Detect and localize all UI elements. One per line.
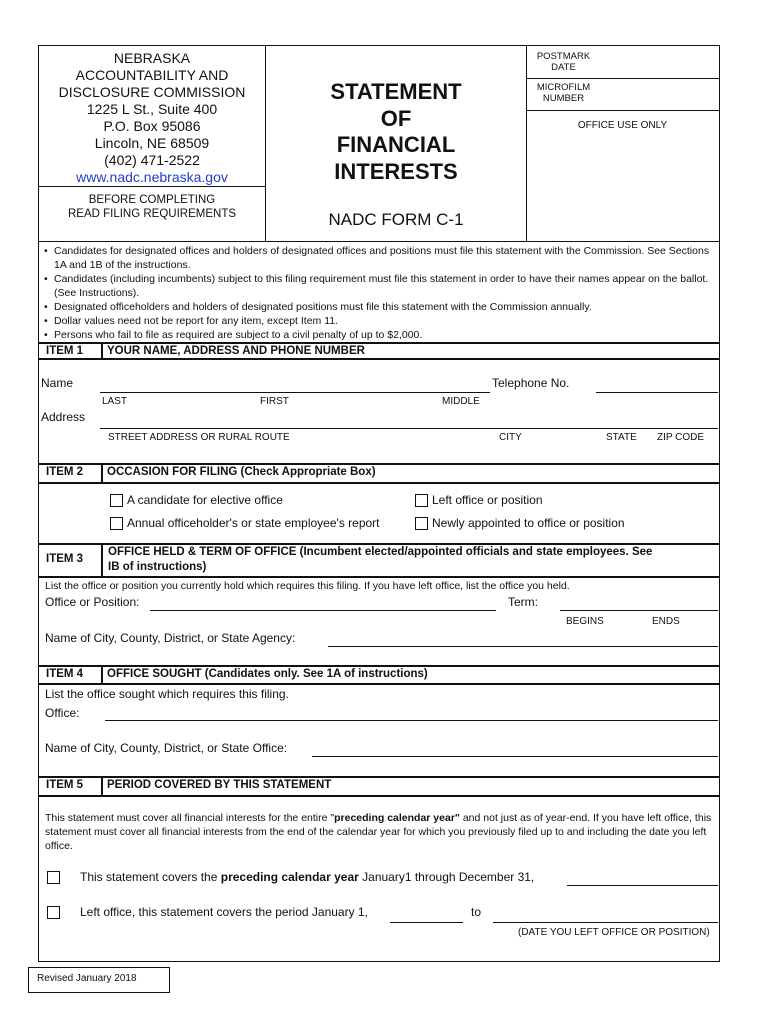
- state-caption: STATE: [606, 432, 637, 443]
- left-office-option-label: Left office or position: [432, 493, 543, 507]
- agency-address-line: P.O. Box 95086: [103, 118, 201, 134]
- office-sought-label: Office:: [45, 706, 80, 720]
- to-label: to: [471, 905, 482, 919]
- item1-heading: YOUR NAME, ADDRESS AND PHONE NUMBER: [107, 345, 365, 357]
- name-label: Name: [41, 376, 74, 390]
- candidate-checkbox[interactable]: [110, 494, 123, 507]
- instruction-item: • Persons who fail to file as required are subject to a civil penalty of up to $2,000.: [42, 328, 716, 342]
- agency-name-line: NEBRASKA: [113, 50, 191, 66]
- date-left-office-field[interactable]: [493, 922, 718, 923]
- item4-divider: [101, 666, 103, 684]
- left-office-period-label: Left office, this statement covers the period January 1,: [80, 905, 368, 919]
- header-bottom-rule: [38, 241, 719, 242]
- office-position-label: Office or Position:: [45, 595, 140, 609]
- city-caption: CITY: [499, 432, 522, 443]
- item5-rule-bottom: [38, 795, 719, 797]
- agency-block: [38, 50, 266, 186]
- paragraph-text: This statement must cover all financial interests for the entire ": [45, 812, 335, 824]
- agency-website-link[interactable]: www.nadc.nebraska.gov: [76, 169, 228, 185]
- telephone-label: Telephone No.: [492, 376, 570, 390]
- option-text: This statement covers the: [80, 870, 221, 884]
- telephone-field[interactable]: [596, 392, 718, 393]
- notice-line: READ FILING REQUIREMENTS: [67, 208, 237, 220]
- period-start-year-field[interactable]: [390, 922, 463, 923]
- paragraph-text: and not just as of year-end. If you have left office, this statement must cover all financial interests from the end of the calendar year for which you previously filed up to and including the date you left office.: [45, 812, 712, 852]
- first-name-caption: FIRST: [260, 396, 289, 407]
- notice-line: BEFORE COMPLETING: [88, 194, 216, 206]
- agency-address-line: Lincoln, NE 68509: [94, 135, 210, 151]
- agency-name-line: ACCOUNTABILITY AND: [75, 67, 229, 83]
- form-title: [266, 79, 526, 185]
- option-text: January1 through December 31,: [358, 870, 535, 884]
- item3-agency-label: Name of City, County, District, or State Agency:: [45, 631, 296, 645]
- item1-number: ITEM 1: [46, 345, 84, 357]
- agency-address-line: 1225 L St., Suite 400: [86, 101, 218, 117]
- annual-report-option-label: Annual officeholder's or state employee's report: [127, 516, 380, 530]
- microfilm-number-label: [526, 82, 601, 104]
- item4-rule-bottom: [38, 683, 719, 685]
- candidate-option-label: A candidate for elective office: [127, 493, 283, 507]
- street-caption: STREET ADDRESS OR RURAL ROUTE: [108, 432, 290, 443]
- microfilm-line: NUMBER: [542, 93, 585, 104]
- left-office-period-checkbox[interactable]: [47, 906, 60, 919]
- postmark-line: DATE: [551, 62, 576, 73]
- left-office-checkbox[interactable]: [415, 494, 428, 507]
- item4-rule-top: [38, 665, 719, 667]
- item3-instruction: List the office or position you currently hold which requires this filing. If you have left office, list the office you held.: [45, 580, 570, 592]
- annual-report-checkbox[interactable]: [110, 517, 123, 530]
- instruction-item: • Candidates (including incumbents) subject to this filing requirement must file this statement in order to have their names appear on the ballot. (See Instructions).: [42, 272, 716, 300]
- term-ends-caption: ENDS: [652, 616, 680, 627]
- item1-rule-bottom: [38, 358, 719, 360]
- form-number: NADC FORM C-1: [328, 210, 464, 229]
- postmark-date-label: [526, 51, 601, 73]
- item1-rule-top: [38, 342, 719, 344]
- item2-number: ITEM 2: [46, 466, 84, 478]
- title-line: INTERESTS: [334, 158, 458, 184]
- last-name-caption: LAST: [102, 396, 128, 407]
- item5-heading: PERIOD COVERED BY THIS STATEMENT: [107, 779, 332, 791]
- year-field[interactable]: [567, 885, 718, 886]
- filing-notice: [38, 193, 266, 221]
- agency-phone: (402) 471-2522: [104, 152, 200, 168]
- microfilm-divider: [526, 110, 719, 111]
- item5-paragraph: [45, 811, 715, 853]
- date-left-office-caption: (DATE YOU LEFT OFFICE OR POSITION): [518, 927, 710, 938]
- item3-heading-line2: IB of instructions): [108, 561, 207, 573]
- zip-caption: ZIP CODE: [657, 432, 705, 443]
- item2-rule-top: [38, 463, 719, 465]
- postmark-line: POSTMARK: [536, 51, 591, 62]
- newly-appointed-option-label: Newly appointed to office or position: [432, 516, 625, 530]
- item3-agency-field[interactable]: [328, 646, 718, 647]
- agency-name-line: DISCLOSURE COMMISSION: [58, 84, 246, 100]
- item3-divider: [101, 544, 103, 577]
- agency-divider: [38, 186, 266, 187]
- microfilm-line: MICROFILM: [536, 82, 591, 93]
- revision-date: Revised January 2018: [37, 973, 137, 984]
- instruction-item: • Designated officeholders and holders of designated positions must file this statement with the Commission annually.: [42, 300, 716, 314]
- item1-divider: [101, 343, 103, 359]
- item5-divider: [101, 777, 103, 796]
- item4-heading: OFFICE SOUGHT (Candidates only. See 1A of instructions): [107, 668, 428, 680]
- office-position-field[interactable]: [150, 610, 496, 611]
- address-label: Address: [41, 410, 86, 424]
- item4-agency-field[interactable]: [312, 756, 718, 757]
- title-line: OF: [380, 105, 412, 131]
- item4-agency-label: Name of City, County, District, or State Office:: [45, 741, 288, 755]
- item3-heading-line1: OFFICE HELD & TERM OF OFFICE (Incumbent elected/appointed officials and state employees. See: [108, 546, 653, 558]
- item3-rule-bottom: [38, 576, 719, 578]
- preceding-year-option-label: [80, 871, 534, 885]
- postmark-divider: [526, 78, 719, 79]
- office-use-only-label: OFFICE USE ONLY: [577, 120, 668, 131]
- instruction-item: • Dollar values need not be report for any item, except Item 11.: [42, 314, 716, 328]
- item2-divider: [101, 464, 103, 483]
- term-begins-caption: BEGINS: [566, 616, 604, 627]
- item5-number: ITEM 5: [46, 779, 84, 791]
- item5-rule-top: [38, 776, 719, 778]
- instruction-list: [42, 244, 716, 342]
- term-label: Term:: [508, 595, 538, 609]
- item4-number: ITEM 4: [46, 668, 84, 680]
- item3-rule-top: [38, 543, 719, 545]
- title-line: STATEMENT: [330, 79, 462, 104]
- instruction-item: • Candidates for designated offices and holders of designated offices and positions must file this statement with the Commission. See Sections 1A and 1B of the instructions.: [42, 244, 716, 272]
- newly-appointed-checkbox[interactable]: [415, 517, 428, 530]
- title-line: FINANCIAL: [336, 132, 456, 157]
- preceding-year-checkbox[interactable]: [47, 871, 60, 884]
- item3-number: ITEM 3: [46, 553, 84, 565]
- paragraph-emphasis: preceding calendar year": [334, 812, 460, 824]
- middle-name-caption: MIDDLE: [442, 396, 480, 407]
- office-sought-field[interactable]: [105, 720, 718, 721]
- item2-heading: OCCASION FOR FILING (Check Appropriate Box): [107, 466, 376, 478]
- item2-rule-bottom: [38, 482, 719, 484]
- option-emphasis: preceding calendar year: [220, 870, 359, 884]
- address-field[interactable]: [100, 428, 718, 429]
- item4-instruction: List the office sought which requires this filing.: [45, 687, 289, 701]
- name-field[interactable]: [100, 392, 490, 393]
- term-field[interactable]: [560, 610, 718, 611]
- header-divider-right: [526, 45, 527, 241]
